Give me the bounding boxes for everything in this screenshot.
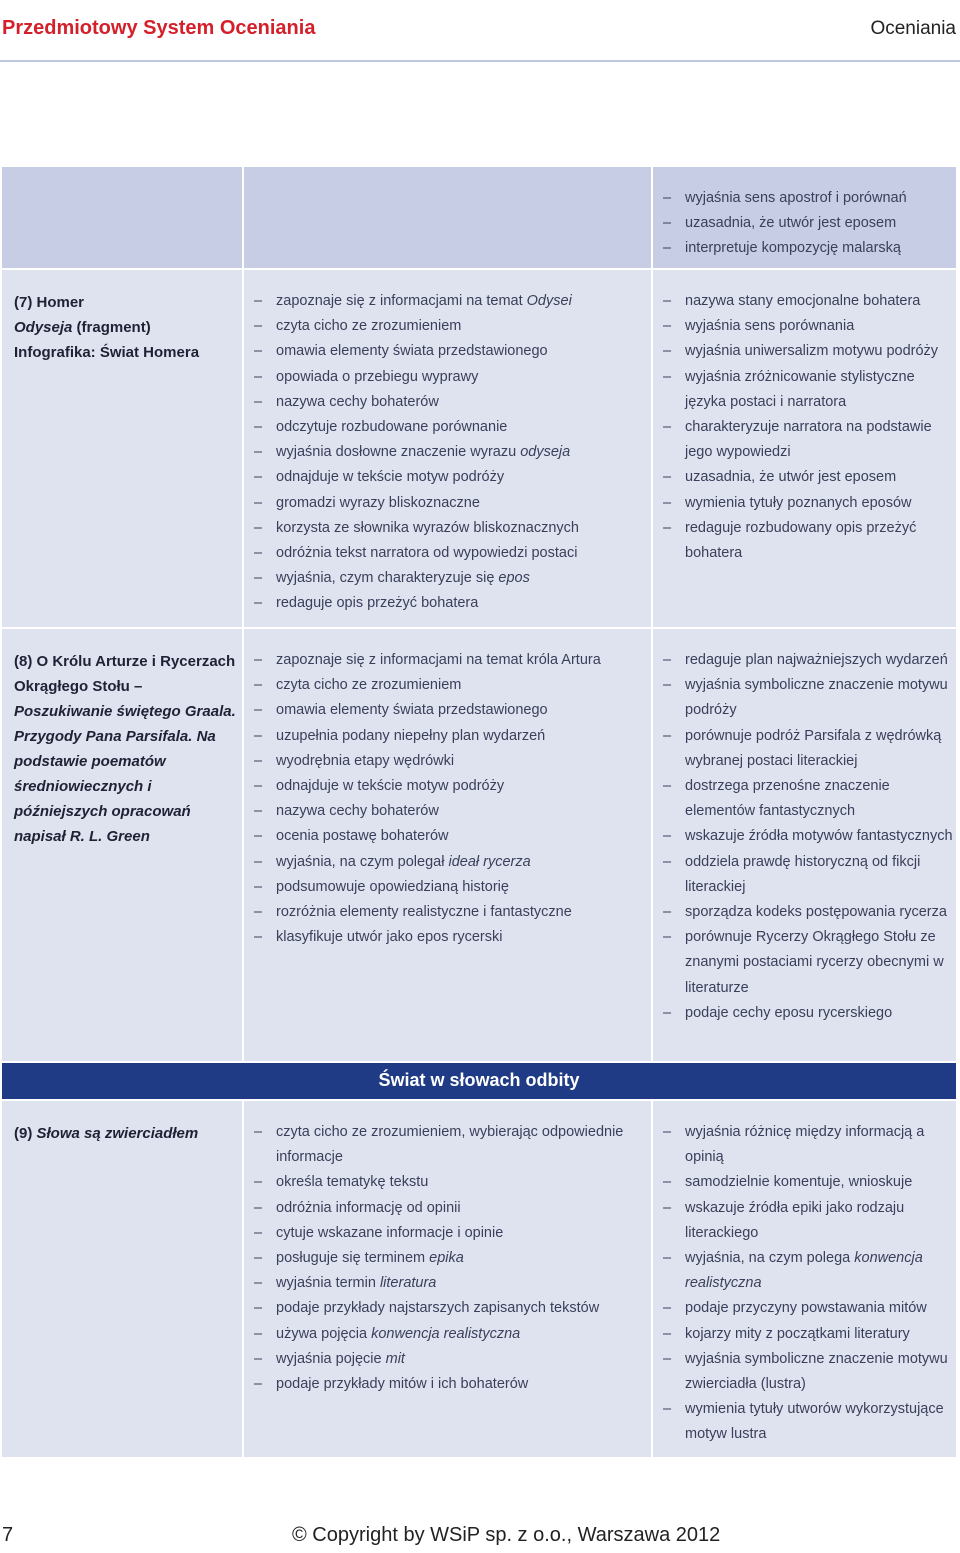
list-item: – gromadzi wyrazy bliskoznaczne bbox=[254, 491, 651, 516]
list-item: – zapoznaje się z informacjami na temat króla Artura bbox=[254, 648, 651, 673]
list-item: – omawia elementy świata przedstawionego bbox=[254, 339, 651, 364]
list-item: – czyta cicho ze zrozumieniem bbox=[254, 314, 651, 339]
list-item: – redaguje plan najważniejszych wydarzeń bbox=[663, 648, 956, 673]
page-number: 7 bbox=[2, 1524, 14, 1546]
list-item: – odczytuje rozbudowane porównanie bbox=[254, 415, 651, 440]
section-band-title: Świat w słowach odbity bbox=[378, 1070, 580, 1090]
list-item: – czyta cicho ze zrozumieniem, wybierając odpowiednie informacje bbox=[254, 1120, 651, 1170]
requirements-list bbox=[254, 648, 651, 950]
list-item: – podsumowuje opowiedzianą historię bbox=[254, 875, 651, 900]
list-item: – rozróżnia elementy realistyczne i fantastyczne bbox=[254, 900, 651, 925]
list-item: – omawia elementy świata przedstawionego bbox=[254, 698, 651, 723]
list-item: – charakteryzuje narratora na podstawie jego wypowiedzi bbox=[663, 415, 956, 465]
list-item: – określa tematykę tekstu bbox=[254, 1170, 651, 1195]
list-item: – posługuje się terminem epika bbox=[254, 1246, 651, 1271]
list-item: – uzupełnia podany niepełny plan wydarzeń bbox=[254, 724, 651, 749]
list-item: – podaje przykłady najstarszych zapisanych tekstów bbox=[254, 1296, 651, 1321]
requirements-list bbox=[663, 648, 956, 1026]
table-row bbox=[0, 629, 960, 1061]
list-item: – nazywa stany emocjonalne bohatera bbox=[663, 289, 956, 314]
copyright-notice: © Copyright by WSiP sp. z o.o., Warszawa 2012 bbox=[292, 1524, 721, 1546]
list-item: – porównuje Rycerzy Okrągłego Stołu ze znanymi postaciami rycerzy obecnymi w literaturze bbox=[663, 925, 956, 1001]
reading-title: (7) Homer Odyseja (fragment) Infografika: Świat Homera bbox=[14, 294, 200, 361]
cell-basic-requirements bbox=[244, 629, 651, 1061]
requirements-list bbox=[663, 186, 956, 262]
requirements-list bbox=[254, 1120, 651, 1397]
list-item: – wymienia tytuły poznanych eposów bbox=[663, 491, 956, 516]
list-item: – wyjaśnia, czym charakteryzuje się epos bbox=[254, 566, 651, 591]
cell-extended-requirements bbox=[653, 270, 956, 627]
list-item: – interpretuje kompozycję malarską bbox=[663, 236, 956, 261]
requirements-list bbox=[663, 1120, 956, 1448]
list-item: – redaguje rozbudowany opis przeżyć bohatera bbox=[663, 516, 956, 566]
list-item: – wyjaśnia uniwersalizm motywu podróży bbox=[663, 339, 956, 364]
cell-reading bbox=[2, 629, 242, 1061]
list-item: – wyjaśnia, na czym polegał ideał rycerza bbox=[254, 850, 651, 875]
list-item: – podaje przykłady mitów i ich bohaterów bbox=[254, 1372, 651, 1397]
list-item: – uzasadnia, że utwór jest eposem bbox=[663, 211, 956, 236]
list-item: – zapoznaje się z informacjami na temat Odysei bbox=[254, 289, 651, 314]
section-label: Oceniania bbox=[870, 18, 956, 39]
cell-reading bbox=[2, 167, 242, 268]
cell-basic-requirements bbox=[244, 167, 651, 268]
cell-basic-requirements bbox=[244, 1101, 651, 1457]
reading-title: (9) Słowa są zwierciadłem bbox=[14, 1125, 199, 1142]
document-title: Przedmiotowy System Oceniania bbox=[2, 17, 316, 39]
list-item: – wyjaśnia termin literatura bbox=[254, 1271, 651, 1296]
list-item: – oddziela prawdę historyczną od fikcji literackiej bbox=[663, 850, 956, 900]
list-item: – odnajduje w tekście motyw podróży bbox=[254, 465, 651, 490]
list-item: – uzasadnia, że utwór jest eposem bbox=[663, 465, 956, 490]
list-item: – podaje przyczyny powstawania mitów bbox=[663, 1296, 956, 1321]
list-item: – dostrzega przenośne znaczenie elementów fantastycznych bbox=[663, 774, 956, 824]
list-item: – korzysta ze słownika wyrazów bliskoznacznych bbox=[254, 516, 651, 541]
header-divider bbox=[0, 60, 960, 62]
list-item: – wskazuje źródła epiki jako rodzaju literackiego bbox=[663, 1196, 956, 1246]
list-item: – wyjaśnia, na czym polega konwencja realistyczna bbox=[663, 1246, 956, 1296]
list-item: – odnajduje w tekście motyw podróży bbox=[254, 774, 651, 799]
list-item: – wymienia tytuły utworów wykorzystujące motyw lustra bbox=[663, 1397, 956, 1447]
list-item: – wyjaśnia sens apostrof i porównań bbox=[663, 186, 956, 211]
list-item: – używa pojęcia konwencja realistyczna bbox=[254, 1322, 651, 1347]
list-item: – kojarzy mity z początkami literatury bbox=[663, 1322, 956, 1347]
section-band bbox=[2, 1063, 956, 1099]
reading-title: (8) O Królu Arturze i Rycerzach Okrągłego Stołu – Poszukiwanie świętego Graala. Przygody Pana Parsifala. Na podstawie poematów średniowiecznych i późniejszych opracowań napisał R. L. Green bbox=[14, 653, 236, 845]
table-row bbox=[0, 270, 960, 627]
list-item: – podaje cechy eposu rycerskiego bbox=[663, 1001, 956, 1026]
list-item: – samodzielnie komentuje, wnioskuje bbox=[663, 1170, 956, 1195]
list-item: – opowiada o przebiegu wyprawy bbox=[254, 365, 651, 390]
list-item: – nazywa cechy bohaterów bbox=[254, 390, 651, 415]
cell-extended-requirements bbox=[653, 629, 956, 1061]
list-item: – wyjaśnia symboliczne znaczenie motywu podróży bbox=[663, 673, 956, 723]
list-item: – sporządza kodeks postępowania rycerza bbox=[663, 900, 956, 925]
list-item: – wyjaśnia dosłowne znaczenie wyrazu odyseja bbox=[254, 440, 651, 465]
cell-reading bbox=[2, 270, 242, 627]
list-item: – redaguje opis przeżyć bohatera bbox=[254, 591, 651, 616]
list-item: – wyjaśnia różnicę między informacją a opinią bbox=[663, 1120, 956, 1170]
list-item: – wskazuje źródła motywów fantastycznych bbox=[663, 824, 956, 849]
list-item: – wyjaśnia sens porównania bbox=[663, 314, 956, 339]
list-item: – cytuje wskazane informacje i opinie bbox=[254, 1221, 651, 1246]
list-item: – nazywa cechy bohaterów bbox=[254, 799, 651, 824]
cell-basic-requirements bbox=[244, 270, 651, 627]
requirements-list bbox=[254, 289, 651, 617]
list-item: – czyta cicho ze zrozumieniem bbox=[254, 673, 651, 698]
list-item: – wyjaśnia pojęcie mit bbox=[254, 1347, 651, 1372]
cell-reading bbox=[2, 1101, 242, 1457]
list-item: – wyjaśnia symboliczne znaczenie motywu zwierciadła (lustra) bbox=[663, 1347, 956, 1397]
list-item: – porównuje podróż Parsifala z wędrówką wybranej postaci literackiej bbox=[663, 724, 956, 774]
list-item: – wyjaśnia zróżnicowanie stylistyczne języka postaci i narratora bbox=[663, 365, 956, 415]
list-item: – odróżnia tekst narratora od wypowiedzi postaci bbox=[254, 541, 651, 566]
cell-extended-requirements bbox=[653, 167, 956, 268]
requirements-list bbox=[663, 289, 956, 566]
list-item: – ocenia postawę bohaterów bbox=[254, 824, 651, 849]
cell-extended-requirements bbox=[653, 1101, 956, 1457]
table-row bbox=[0, 167, 960, 268]
table-row bbox=[0, 1101, 960, 1457]
list-item: – wyodrębnia etapy wędrówki bbox=[254, 749, 651, 774]
list-item: – klasyfikuje utwór jako epos rycerski bbox=[254, 925, 651, 950]
list-item: – odróżnia informację od opinii bbox=[254, 1196, 651, 1221]
